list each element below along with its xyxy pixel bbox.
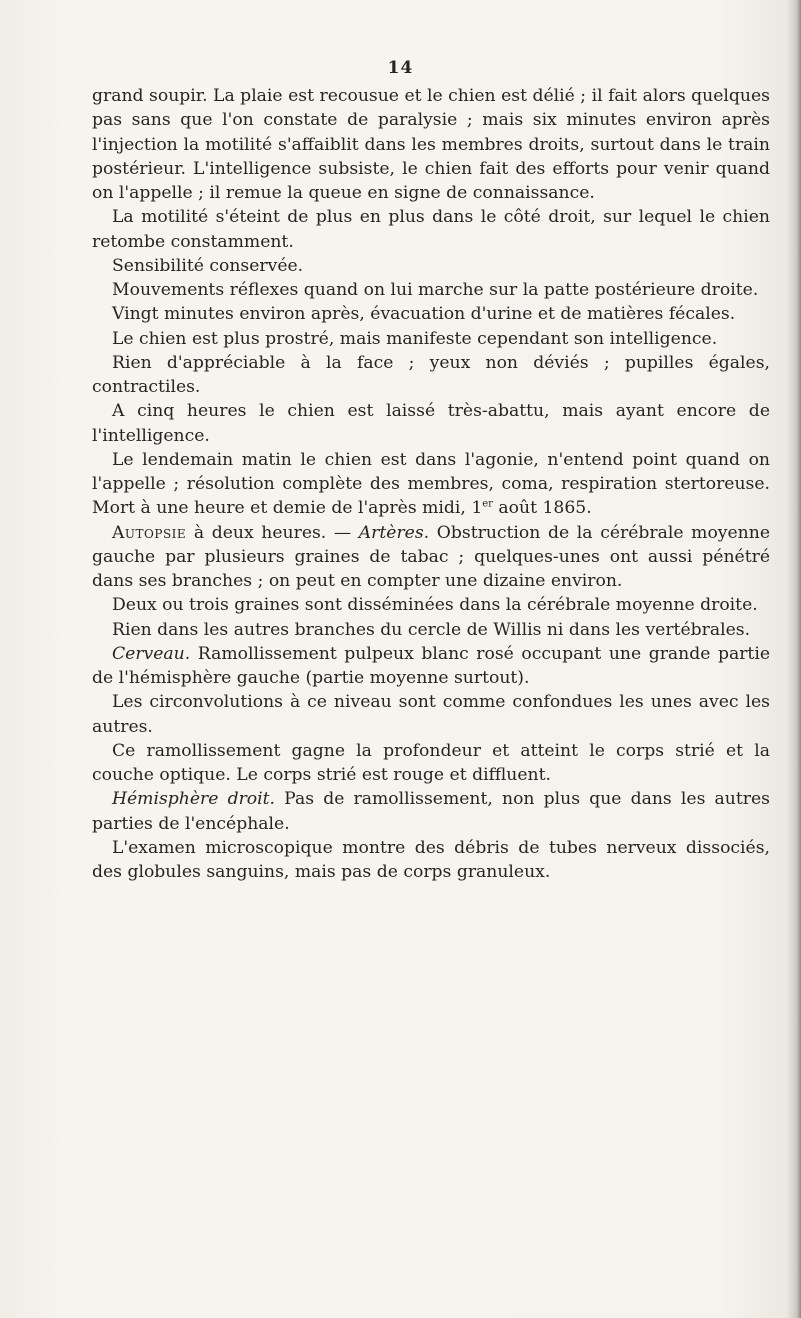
paragraph-text: Pas de ramollissement, non plus que dans les autres parties de l'encéphale.	[92, 789, 770, 834]
paragraph: La motilité s'éteint de plus en plus dans le côté droit, sur lequel le chien retombe constamment.	[92, 207, 770, 252]
paragraph: L'examen microscopique montre des débris de tubes nerveux dissociés, des globules sanguins, mais pas de corps granuleux.	[92, 837, 770, 882]
paragraph-text: Le lendemain matin le chien est dans l'agonie, n'entend point quand on l'appelle ; résolution complète des membres, coma, respiration stertoreuse. Mort à une heure et demie de l'après midi, 1	[92, 449, 770, 519]
paragraph	[92, 448, 770, 521]
paragraph-text: à deux heures. —	[186, 522, 359, 543]
section-lead-cerveau: Cerveau.	[112, 643, 191, 664]
paragraph: Les circonvolutions à ce niveau sont comme confondues les unes avec les autres.	[92, 692, 770, 737]
paragraph: Sensibilité conservée.	[112, 255, 304, 276]
paragraph: A cinq heures le chien est laissé très-abattu, mais ayant encore de l'intelligence.	[92, 401, 770, 446]
paragraph-text: Ramollissement pulpeux blanc rosé occupant une grande partie de l'hémisphère gauche (partie moyenne surtout).	[92, 643, 770, 688]
paragraph: Mouvements réflexes quand on lui marche sur la patte postérieure droite.	[112, 280, 759, 300]
paragraph	[92, 642, 770, 691]
paragraph: Vingt minutes environ après, évacuation d'urine et de matières fécales.	[112, 304, 736, 325]
paragraph	[92, 521, 770, 594]
section-lead-hemisphere: Hémisphère droit.	[112, 789, 276, 810]
paragraph: Rien dans les autres branches du cercle de Willis ni dans les vertébrales.	[112, 619, 751, 640]
paragraph-text: Obstruction de la cérébrale moyenne gauche par plusieurs graines de tabac ; quelques-unes ont aussi pénétré dans ses branches ; on peut en compter une dizaine environ.	[92, 522, 770, 591]
section-lead-autopsie: Autopsie	[112, 522, 187, 543]
paragraph: grand soupir. La plaie est recousue et le chien est délié ; il fait alors quelques pas sans que l'on constate de paralysie ; mais six minutes environ après l'injection la motilité s'affaiblit dans les membres droits, surtout dans le train postérieur. L'intelligence subsiste, le chien fait des efforts pour venir quand on l'appelle ; il remue la queue en signe de connaissance.	[92, 86, 770, 203]
ordinal-superscript: er	[482, 498, 493, 510]
paragraph: Deux ou trois graines sont disséminées dans la cérébrale moyenne droite.	[112, 595, 758, 616]
paragraph: Rien d'appréciable à la face ; yeux non déviés ; pupilles égales, contractiles.	[92, 352, 770, 397]
body-text	[92, 84, 770, 884]
paragraph: Ce ramollissement gagne la profondeur et atteint le corps strié et la couche optique. Le corps strié est rouge et diffluent.	[92, 740, 770, 785]
paragraph	[92, 787, 770, 836]
paragraph-text: août 1865.	[492, 498, 592, 519]
page-edge-shadow	[787, 0, 801, 1318]
section-lead-arteres: Artères.	[358, 522, 430, 543]
paragraph: Le chien est plus prostré, mais manifeste cependant son intelligence.	[112, 328, 718, 349]
page-number: 14	[387, 58, 414, 78]
